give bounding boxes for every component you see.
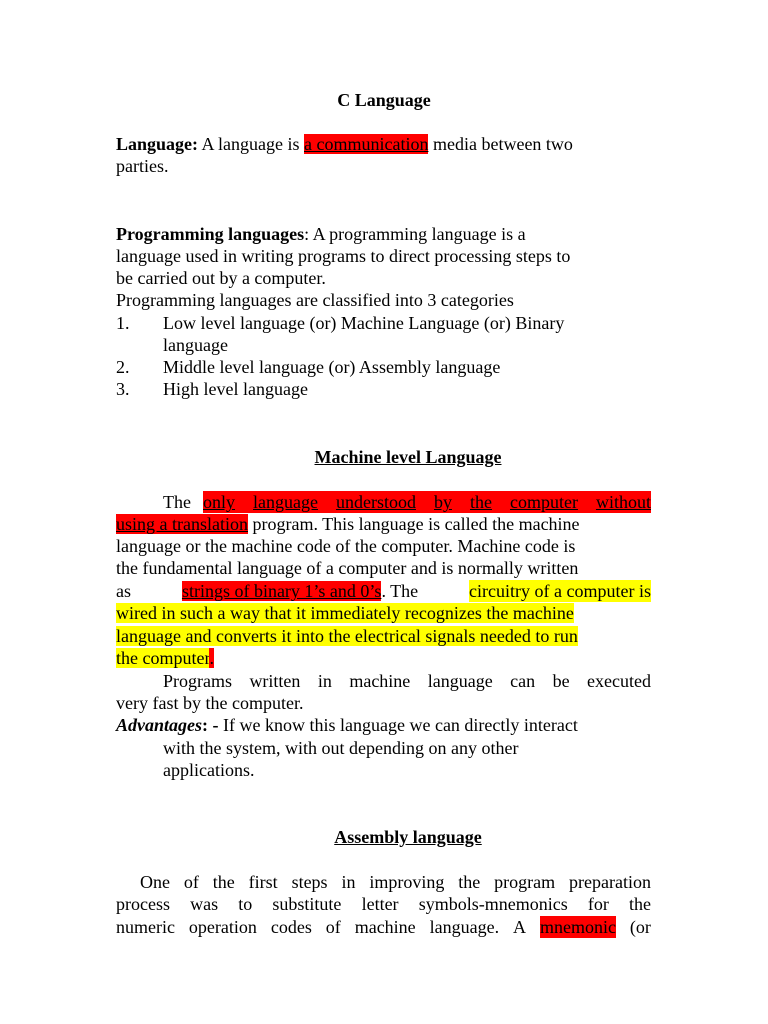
word: be: [552, 671, 570, 691]
text: . The: [381, 581, 419, 601]
highlight-yellow-text: wired in such a way that it immediately recognizes the machine: [116, 603, 574, 623]
list-text: Middle level language (or) Assembly language: [163, 357, 501, 377]
programming-label: Programming languages: [116, 224, 305, 244]
programming-definition-line-2: language used in writing programs to direct processing steps to: [116, 246, 571, 266]
word: was: [190, 894, 219, 914]
word: process: [116, 894, 170, 914]
word: A: [513, 917, 527, 937]
word: language: [427, 671, 493, 691]
word: computer: [509, 492, 578, 512]
machine-paragraph-line-3: language or the machine code of the computer. Machine code is: [116, 536, 576, 556]
machine-paragraph-2-line-1: [116, 670, 651, 692]
programming-definition-line-1: [116, 223, 526, 245]
word: executed: [587, 671, 651, 691]
word: codes: [270, 917, 312, 937]
word: can: [510, 671, 536, 691]
list-item: [116, 378, 308, 400]
advantages-label: Advantages: [116, 715, 203, 735]
word: by: [433, 492, 452, 512]
list-item: [116, 312, 564, 334]
word: One: [140, 872, 170, 892]
highlight-circuitry: circuitry of a computer is: [469, 581, 651, 601]
word: Programs: [163, 671, 232, 691]
word: letter: [361, 894, 399, 914]
word: of: [183, 872, 199, 892]
language-label: Language:: [116, 134, 199, 154]
machine-paragraph-line-4: the fundamental language of a computer and is normally written: [116, 558, 579, 578]
word: only: [203, 492, 236, 512]
word: in: [341, 872, 356, 892]
document-title: C Language: [337, 90, 431, 110]
word: language: [253, 492, 318, 512]
word: language.: [429, 917, 500, 937]
as-word: as: [116, 581, 131, 601]
list-text: High level language: [163, 379, 308, 399]
list-number: 2.: [116, 357, 130, 377]
word: written: [249, 671, 301, 691]
word: without: [595, 492, 651, 512]
word: program: [494, 872, 556, 892]
word: the: [458, 872, 481, 892]
advantages-line-3: applications.: [163, 760, 255, 780]
machine-paragraph-line-8: [116, 647, 214, 669]
highlight-communication: a communication: [304, 134, 429, 154]
word: (or: [629, 917, 651, 937]
word: first: [248, 872, 278, 892]
word: steps: [291, 872, 328, 892]
language-definition-line-1: [116, 133, 573, 155]
word: machine: [354, 917, 416, 937]
advantages-line-1: [116, 714, 578, 736]
machine-paragraph-line-5: [116, 580, 651, 602]
language-text-after: media between two: [428, 134, 573, 154]
word: for: [587, 894, 609, 914]
word: improving: [369, 872, 445, 892]
highlight-binary-strings: strings of binary 1’s and 0’s: [181, 581, 382, 601]
programming-categories-intro: Programming languages are classified into 3 categories: [116, 290, 514, 310]
highlight-yellow-text: language and converts it into the electrical signals needed to run: [116, 626, 578, 646]
word: symbols-mnemonics: [418, 894, 568, 914]
word: the: [628, 894, 651, 914]
machine-paragraph-2-line-2: very fast by the computer.: [116, 693, 304, 713]
word: preparation: [569, 872, 651, 892]
advantages-separator: : -: [202, 715, 224, 735]
assembly-section-heading: Assembly language: [334, 827, 482, 847]
machine-section-heading: Machine level Language: [314, 447, 502, 467]
word: numeric: [116, 917, 175, 937]
language-text: A language is: [198, 134, 305, 154]
word: the: [212, 872, 235, 892]
word: substitute: [272, 894, 342, 914]
word: machine: [349, 671, 411, 691]
text: program. This language is called the machine: [247, 514, 580, 534]
list-item: [116, 356, 500, 378]
highlight-only-language: [203, 491, 651, 513]
word: to: [238, 894, 253, 914]
the-word: The: [163, 492, 191, 512]
word: operation: [188, 917, 257, 937]
highlight-mnemonic: mnemonic: [539, 917, 616, 937]
list-number: 3.: [116, 379, 130, 399]
programming-definition-line-3: be carried out by a computer.: [116, 268, 326, 288]
assembly-paragraph-line-2: [116, 893, 651, 915]
programming-text: : A programming language is a: [304, 224, 526, 244]
machine-paragraph-line-1: [116, 491, 651, 513]
machine-paragraph-line-6: [116, 602, 574, 624]
advantages-text: If we know this language we can directly interact: [223, 715, 578, 735]
list-item-continuation: language: [163, 335, 228, 355]
list-text: Low level language (or) Machine Language (or) Binary: [163, 313, 565, 333]
binary-segment: [182, 580, 418, 602]
language-definition-line-2: parties.: [116, 156, 169, 176]
word: of: [325, 917, 341, 937]
highlight-yellow-text: the computer: [116, 648, 210, 668]
advantages-line-2: with the system, with out depending on any other: [163, 738, 519, 758]
word: in: [317, 671, 332, 691]
list-number: 1.: [116, 313, 130, 333]
machine-paragraph-line-2: [116, 513, 580, 535]
highlight-using-translation: using a translation: [116, 514, 248, 534]
machine-paragraph-line-7: [116, 625, 578, 647]
highlight-period: .: [209, 648, 214, 668]
assembly-paragraph-line-3: [116, 916, 651, 938]
word: the: [469, 492, 492, 512]
assembly-paragraph-line-1: [116, 871, 651, 893]
word: understood: [335, 492, 416, 512]
